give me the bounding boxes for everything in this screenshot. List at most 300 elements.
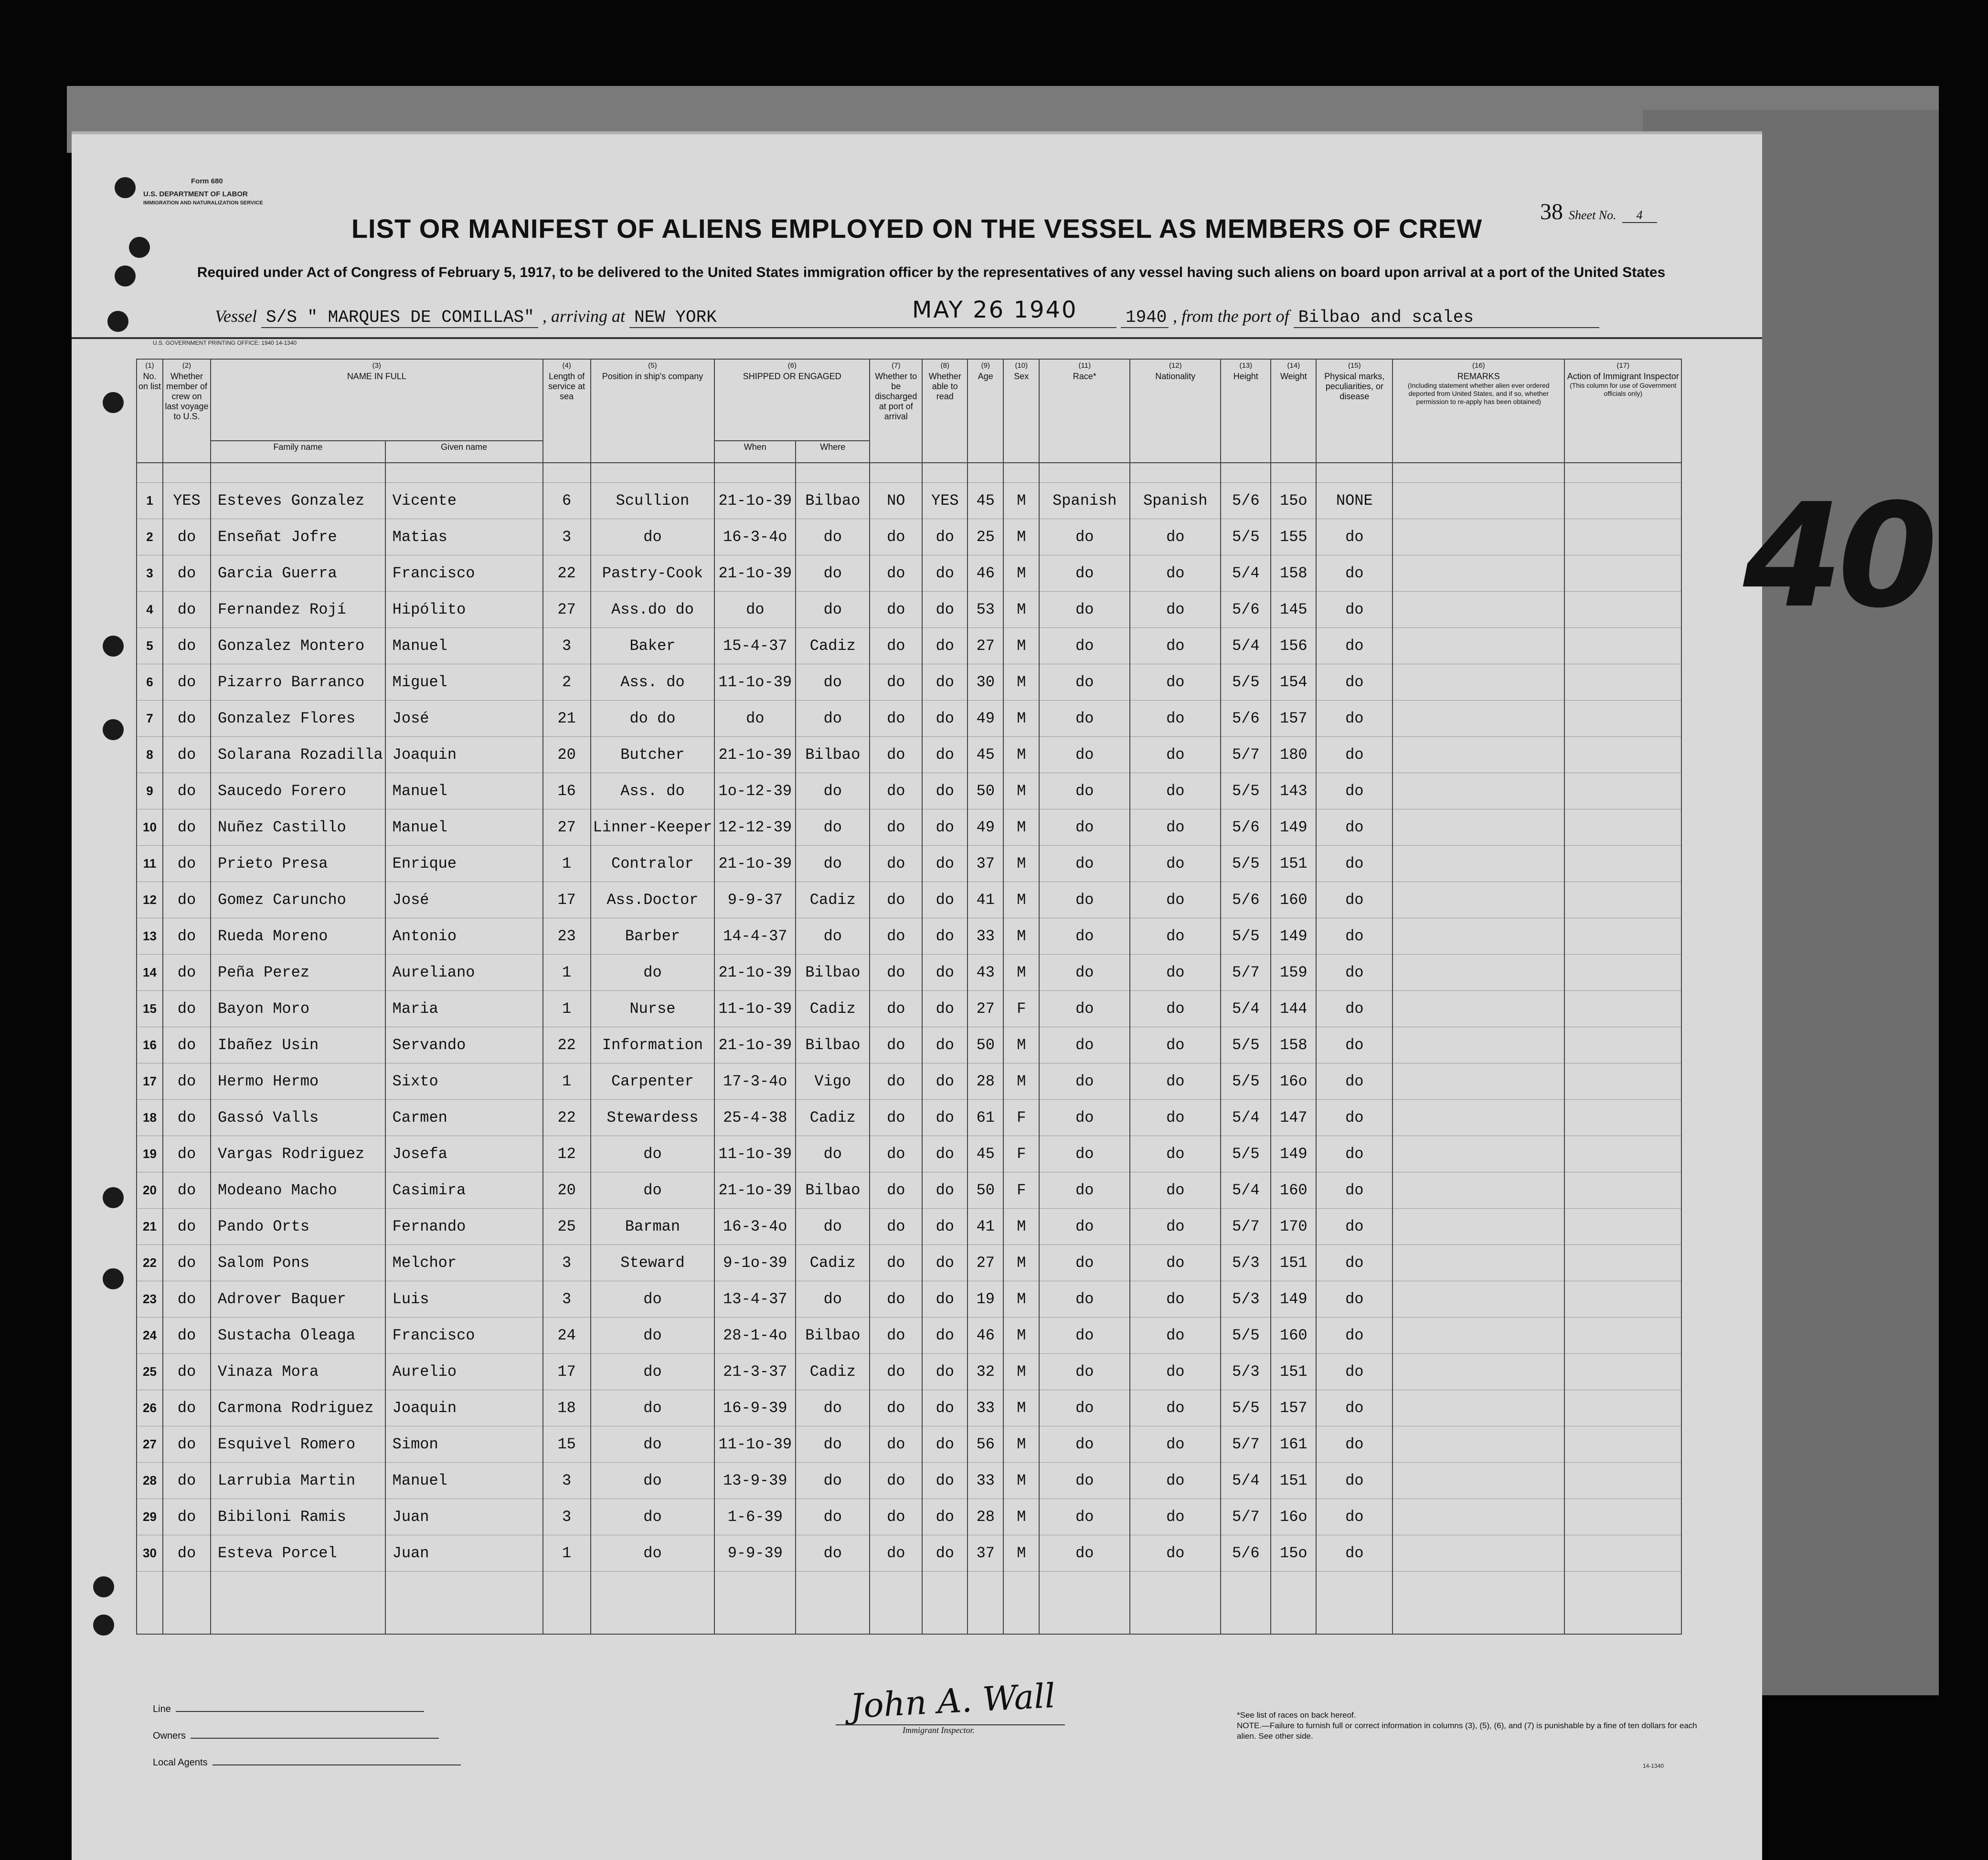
cell-position: Contralor (591, 846, 715, 882)
cell-physical-marks: NONE (1316, 483, 1393, 519)
cell-position: do (591, 955, 715, 991)
cell-weight: 180 (1271, 737, 1316, 773)
cell-able-to-read: do (922, 1535, 967, 1572)
cell-inspector-action (1564, 1354, 1681, 1390)
cell-shipped-when: 9-1o-39 (714, 1245, 796, 1281)
cell-last-voyage: do (163, 737, 211, 773)
cell-row-number: 1 (137, 483, 163, 519)
col-header-age: (9) Age (967, 359, 1003, 463)
table-row (137, 519, 1681, 555)
cell-able-to-read: do (922, 1172, 967, 1209)
cell-height: 5/5 (1221, 1318, 1271, 1354)
cell-inspector-action (1564, 628, 1681, 664)
cell-discharged: do (870, 628, 922, 664)
cell-position: do (591, 1426, 715, 1463)
cell-last-voyage: do (163, 1499, 211, 1535)
cell-age: 50 (967, 1027, 1003, 1063)
sheet-number (1540, 199, 1657, 225)
cell-nationality: do (1130, 1172, 1221, 1209)
cell-able-to-read: do (922, 1209, 967, 1245)
cell-family-name: Garcia Guerra (211, 555, 385, 592)
cell-physical-marks: do (1316, 1281, 1393, 1318)
blank-cell (591, 1572, 715, 1635)
cell-remarks (1393, 991, 1564, 1027)
cell-able-to-read: do (922, 1499, 967, 1535)
cell-last-voyage: do (163, 773, 211, 809)
cell-position: Ass. do (591, 773, 715, 809)
cell-row-number: 14 (137, 955, 163, 991)
print-code: 14-1340 (1643, 1763, 1664, 1769)
col-header-number: (1) No. on list (137, 359, 163, 463)
cell-able-to-read: do (922, 773, 967, 809)
cell-physical-marks: do (1316, 1354, 1393, 1390)
cell-sex: M (1003, 701, 1039, 737)
cell-family-name: Gomez Caruncho (211, 882, 385, 918)
cell-able-to-read: do (922, 809, 967, 846)
blank-cell (922, 1572, 967, 1635)
cell-shipped-where: do (796, 809, 870, 846)
cell-shipped-when: 11-1o-39 (714, 664, 796, 701)
cell-shipped-when: 11-1o-39 (714, 1426, 796, 1463)
cell-sex: M (1003, 773, 1039, 809)
cell-shipped-where: do (796, 664, 870, 701)
cell-shipped-when: 21-3-37 (714, 1354, 796, 1390)
cell-service-length: 22 (543, 1100, 591, 1136)
cell-weight: 149 (1271, 1281, 1316, 1318)
cell-age: 33 (967, 1463, 1003, 1499)
cell-race: do (1039, 882, 1130, 918)
cell-nationality: do (1130, 1318, 1221, 1354)
cell-weight: 16o (1271, 1063, 1316, 1100)
table-row (137, 737, 1681, 773)
cell-able-to-read: do (922, 1463, 967, 1499)
cell-given-name: Manuel (385, 1463, 543, 1499)
cell-last-voyage: do (163, 1209, 211, 1245)
cell-shipped-when: 21-1o-39 (714, 737, 796, 773)
cell-inspector-action (1564, 737, 1681, 773)
cell-service-length: 1 (543, 955, 591, 991)
cell-weight: 158 (1271, 1027, 1316, 1063)
cell-inspector-action (1564, 1390, 1681, 1426)
cell-position: do (591, 519, 715, 555)
cell-age: 27 (967, 1245, 1003, 1281)
cell-shipped-where: Cadiz (796, 991, 870, 1027)
cell-row-number: 24 (137, 1318, 163, 1354)
cell-inspector-action (1564, 701, 1681, 737)
cell-shipped-when: 28-1-4o (714, 1318, 796, 1354)
binder-hole (103, 392, 124, 413)
cell-discharged: do (870, 1172, 922, 1209)
cell-row-number: 6 (137, 664, 163, 701)
cell-height: 5/6 (1221, 809, 1271, 846)
cell-shipped-where: do (796, 1426, 870, 1463)
table-row (137, 1100, 1681, 1136)
cell-weight: 147 (1271, 1100, 1316, 1136)
cell-height: 5/4 (1221, 991, 1271, 1027)
cell-nationality: Spanish (1130, 483, 1221, 519)
cell-physical-marks: do (1316, 773, 1393, 809)
cell-inspector-action (1564, 1100, 1681, 1136)
cell-shipped-where: do (796, 1136, 870, 1172)
cell-able-to-read: do (922, 592, 967, 628)
cell-age: 43 (967, 955, 1003, 991)
cell-last-voyage: do (163, 628, 211, 664)
cell-service-length: 1 (543, 1535, 591, 1572)
cell-family-name: Pando Orts (211, 1209, 385, 1245)
cell-shipped-where: do (796, 519, 870, 555)
cell-position: do (591, 1390, 715, 1426)
col-header-service: (4) Length of service at sea (543, 359, 591, 463)
cell-height: 5/5 (1221, 846, 1271, 882)
cell-shipped-when: 13-4-37 (714, 1281, 796, 1318)
col-header-where: Where (796, 441, 870, 463)
cell-race: do (1039, 955, 1130, 991)
cell-given-name: Maria (385, 991, 543, 1027)
cell-height: 5/4 (1221, 628, 1271, 664)
cell-family-name: Salom Pons (211, 1245, 385, 1281)
cell-age: 45 (967, 483, 1003, 519)
cell-weight: 155 (1271, 519, 1316, 555)
table-row (137, 1027, 1681, 1063)
cell-service-length: 27 (543, 592, 591, 628)
col-header-read: (8) Whether able to read (922, 359, 967, 463)
cell-height: 5/4 (1221, 1463, 1271, 1499)
table-row (137, 628, 1681, 664)
cell-family-name: Gassó Valls (211, 1100, 385, 1136)
cell-age: 37 (967, 846, 1003, 882)
cell-nationality: do (1130, 1209, 1221, 1245)
cell-physical-marks: do (1316, 991, 1393, 1027)
cell-physical-marks: do (1316, 701, 1393, 737)
cell-shipped-when: 15-4-37 (714, 628, 796, 664)
cell-last-voyage: do (163, 1063, 211, 1100)
cell-discharged: do (870, 555, 922, 592)
cell-shipped-where: Cadiz (796, 1100, 870, 1136)
cell-position: Barman (591, 1209, 715, 1245)
cell-discharged: do (870, 1499, 922, 1535)
cell-nationality: do (1130, 1027, 1221, 1063)
cell-service-length: 20 (543, 1172, 591, 1209)
cell-given-name: Manuel (385, 628, 543, 664)
blank-cell (163, 1572, 211, 1635)
cell-remarks (1393, 1463, 1564, 1499)
cell-nationality: do (1130, 664, 1221, 701)
cell-discharged: do (870, 991, 922, 1027)
cell-weight: 149 (1271, 809, 1316, 846)
col-header-position: (5) Position in ship's company (591, 359, 715, 463)
col-header-name: (3) NAME IN FULL (211, 359, 543, 441)
sheet-label: Sheet No. (1569, 208, 1616, 222)
col-header-sex: (10) Sex (1003, 359, 1039, 463)
cell-position: Ass. do (591, 664, 715, 701)
cell-discharged: do (870, 1354, 922, 1390)
cell-sex: M (1003, 1027, 1039, 1063)
cell-given-name: Francisco (385, 555, 543, 592)
column-header-row (137, 359, 1681, 441)
cell-family-name: Bayon Moro (211, 991, 385, 1027)
cell-weight: 15o (1271, 1535, 1316, 1572)
cell-position: Pastry-Cook (591, 555, 715, 592)
cell-race: do (1039, 773, 1130, 809)
cell-discharged: do (870, 1463, 922, 1499)
cell-last-voyage: do (163, 809, 211, 846)
table-row (137, 1426, 1681, 1463)
cell-row-number: 17 (137, 1063, 163, 1100)
cell-sex: M (1003, 882, 1039, 918)
cell-age: 49 (967, 701, 1003, 737)
table-row (137, 1499, 1681, 1535)
cell-position: do (591, 1535, 715, 1572)
table-row (137, 1245, 1681, 1281)
cell-inspector-action (1564, 918, 1681, 955)
cell-discharged: do (870, 701, 922, 737)
blank-cell (1039, 1572, 1130, 1635)
cell-weight: 151 (1271, 1245, 1316, 1281)
cell-family-name: Esteves Gonzalez (211, 483, 385, 519)
cell-shipped-where: do (796, 592, 870, 628)
cell-inspector-action (1564, 1136, 1681, 1172)
col-header-remarks: (16) REMARKS (Including statement whether alien ever ordered deported from United States, and if so, whether permission to re-apply has been obtained) (1393, 359, 1564, 463)
blank-cell (1003, 1572, 1039, 1635)
cell-race: do (1039, 1426, 1130, 1463)
cell-position: Nurse (591, 991, 715, 1027)
cell-able-to-read: do (922, 882, 967, 918)
cell-shipped-where: do (796, 1281, 870, 1318)
cell-inspector-action (1564, 1318, 1681, 1354)
cell-shipped-where: Bilbao (796, 737, 870, 773)
cell-age: 37 (967, 1535, 1003, 1572)
cell-nationality: do (1130, 1535, 1221, 1572)
cell-nationality: do (1130, 1136, 1221, 1172)
cell-position: do do (591, 701, 715, 737)
cell-height: 5/6 (1221, 592, 1271, 628)
cell-position: do (591, 1499, 715, 1535)
form-department (143, 180, 263, 207)
cell-able-to-read: do (922, 846, 967, 882)
cell-row-number: 23 (137, 1281, 163, 1318)
cell-discharged: do (870, 519, 922, 555)
cell-discharged: do (870, 1281, 922, 1318)
cell-height: 5/4 (1221, 1100, 1271, 1136)
cell-family-name: Vinaza Mora (211, 1354, 385, 1390)
table-row (137, 918, 1681, 955)
cell-discharged: do (870, 592, 922, 628)
cell-height: 5/3 (1221, 1245, 1271, 1281)
table-row (137, 846, 1681, 882)
cell-service-length: 3 (543, 1463, 591, 1499)
cell-age: 46 (967, 1318, 1003, 1354)
cell-row-number: 8 (137, 737, 163, 773)
table-row (137, 1318, 1681, 1354)
cell-family-name: Peña Perez (211, 955, 385, 991)
cell-height: 5/7 (1221, 737, 1271, 773)
cell-physical-marks: do (1316, 918, 1393, 955)
cell-given-name: Enrique (385, 846, 543, 882)
cell-row-number: 3 (137, 555, 163, 592)
cell-row-number: 20 (137, 1172, 163, 1209)
cell-position: Carpenter (591, 1063, 715, 1100)
cell-sex: F (1003, 1100, 1039, 1136)
cell-inspector-action (1564, 773, 1681, 809)
cell-nationality: do (1130, 1499, 1221, 1535)
cell-service-length: 3 (543, 519, 591, 555)
cell-family-name: Hermo Hermo (211, 1063, 385, 1100)
cell-remarks (1393, 1100, 1564, 1136)
blank-cell (1564, 1572, 1681, 1635)
cell-service-length: 17 (543, 1354, 591, 1390)
cell-physical-marks: do (1316, 1136, 1393, 1172)
cell-inspector-action (1564, 1172, 1681, 1209)
cell-height: 5/6 (1221, 701, 1271, 737)
arriving-label: , arriving at (542, 307, 625, 326)
cell-remarks (1393, 555, 1564, 592)
cell-family-name: Fernandez Rojí (211, 592, 385, 628)
table-row (137, 1463, 1681, 1499)
cell-height: 5/4 (1221, 555, 1271, 592)
cell-physical-marks: do (1316, 1499, 1393, 1535)
cell-service-length: 3 (543, 1245, 591, 1281)
manifest-page (72, 131, 1762, 1860)
cell-given-name: Hipólito (385, 592, 543, 628)
cell-shipped-when: 12-12-39 (714, 809, 796, 846)
cell-row-number: 4 (137, 592, 163, 628)
table-row (137, 809, 1681, 846)
cell-row-number: 19 (137, 1136, 163, 1172)
cell-remarks (1393, 846, 1564, 882)
cell-nationality: do (1130, 882, 1221, 918)
col-header-when: When (714, 441, 796, 463)
cell-sex: M (1003, 1063, 1039, 1100)
cell-inspector-action (1564, 991, 1681, 1027)
signature-caption: Immigrant Inspector. (903, 1725, 975, 1735)
cell-sex: M (1003, 1499, 1039, 1535)
col-header-given-name: Given name (385, 441, 543, 463)
cell-inspector-action (1564, 483, 1681, 519)
crew-rows (137, 463, 1681, 1634)
cell-sex: M (1003, 592, 1039, 628)
cell-physical-marks: do (1316, 628, 1393, 664)
cell-nationality: do (1130, 555, 1221, 592)
cell-shipped-when: 21-1o-39 (714, 1172, 796, 1209)
blank-cell (1221, 1572, 1271, 1635)
cell-shipped-when: 9-9-39 (714, 1535, 796, 1572)
table-row (137, 1209, 1681, 1245)
cell-inspector-action (1564, 1209, 1681, 1245)
cell-sex: M (1003, 1426, 1039, 1463)
cell-position: do (591, 1172, 715, 1209)
vessel-name: S/S " MARQUES DE COMILLAS" (261, 308, 538, 328)
cell-race: Spanish (1039, 483, 1130, 519)
cell-height: 5/6 (1221, 882, 1271, 918)
cell-race: do (1039, 809, 1130, 846)
cell-age: 33 (967, 1390, 1003, 1426)
cell-shipped-where: do (796, 773, 870, 809)
cell-height: 5/5 (1221, 1136, 1271, 1172)
table-row (137, 1136, 1681, 1172)
binder-hole (107, 311, 128, 332)
cell-discharged: do (870, 955, 922, 991)
table-row (137, 1390, 1681, 1426)
binder-hole (115, 177, 136, 198)
cell-weight: 161 (1271, 1426, 1316, 1463)
cell-shipped-when: 1o-12-39 (714, 773, 796, 809)
cell-inspector-action (1564, 664, 1681, 701)
binder-hole (93, 1576, 114, 1597)
cell-given-name: Fernando (385, 1209, 543, 1245)
cell-sex: M (1003, 1354, 1039, 1390)
cell-row-number: 2 (137, 519, 163, 555)
cell-service-length: 16 (543, 773, 591, 809)
cell-family-name: Vargas Rodriguez (211, 1136, 385, 1172)
cell-family-name: Enseñat Jofre (211, 519, 385, 555)
cell-discharged: do (870, 1063, 922, 1100)
cell-given-name: Manuel (385, 773, 543, 809)
cell-last-voyage: do (163, 1136, 211, 1172)
cell-position: Barber (591, 918, 715, 955)
cell-position: Scullion (591, 483, 715, 519)
cell-position: Stewardess (591, 1100, 715, 1136)
cell-nationality: do (1130, 918, 1221, 955)
cell-physical-marks: do (1316, 1318, 1393, 1354)
cell-weight: 149 (1271, 918, 1316, 955)
cell-given-name: Aurelio (385, 1354, 543, 1390)
cell-position: Steward (591, 1245, 715, 1281)
cell-weight: 151 (1271, 846, 1316, 882)
cell-given-name: Melchor (385, 1245, 543, 1281)
cell-row-number: 9 (137, 773, 163, 809)
cell-given-name: Josefa (385, 1136, 543, 1172)
cell-shipped-where: do (796, 701, 870, 737)
cell-family-name: Nuñez Castillo (211, 809, 385, 846)
cell-shipped-where: do (796, 1209, 870, 1245)
cell-discharged: do (870, 1318, 922, 1354)
cell-weight: 157 (1271, 701, 1316, 737)
cell-given-name: Joaquin (385, 737, 543, 773)
cell-service-length: 24 (543, 1318, 591, 1354)
table-row (137, 882, 1681, 918)
header-rule (72, 337, 1762, 339)
cell-physical-marks: do (1316, 1390, 1393, 1426)
spacer-row (137, 463, 1681, 483)
cell-discharged: do (870, 809, 922, 846)
cell-able-to-read: do (922, 991, 967, 1027)
cell-shipped-when: do (714, 592, 796, 628)
department-name: U.S. DEPARTMENT OF LABOR (143, 190, 248, 198)
cell-physical-marks: do (1316, 809, 1393, 846)
cell-nationality: do (1130, 1463, 1221, 1499)
blank-cell (1393, 1572, 1564, 1635)
cell-shipped-where: do (796, 1463, 870, 1499)
cell-height: 5/5 (1221, 519, 1271, 555)
cell-height: 5/6 (1221, 483, 1271, 519)
col-header-shipped: (6) SHIPPED OR ENGAGED (714, 359, 870, 441)
cell-remarks (1393, 483, 1564, 519)
cell-position: Baker (591, 628, 715, 664)
cell-weight: 159 (1271, 955, 1316, 991)
cell-family-name: Esteva Porcel (211, 1535, 385, 1572)
table-row (137, 1354, 1681, 1390)
blank-cell (1130, 1572, 1221, 1635)
vessel-line (215, 306, 1599, 328)
col-header-last-voyage: (2) Whether member of crew on last voyage to U.S. (163, 359, 211, 463)
cell-position: do (591, 1354, 715, 1390)
fine-note: NOTE.—Failure to furnish full or correct information in columns (3), (5), (6), and (7) is punishable by a fine of ten dollars for each alien. See other side. (1237, 1721, 1697, 1741)
crew-manifest-table (136, 359, 1682, 1635)
cell-inspector-action (1564, 519, 1681, 555)
cell-remarks (1393, 1535, 1564, 1572)
cell-position: do (591, 1136, 715, 1172)
cell-shipped-where: Bilbao (796, 483, 870, 519)
